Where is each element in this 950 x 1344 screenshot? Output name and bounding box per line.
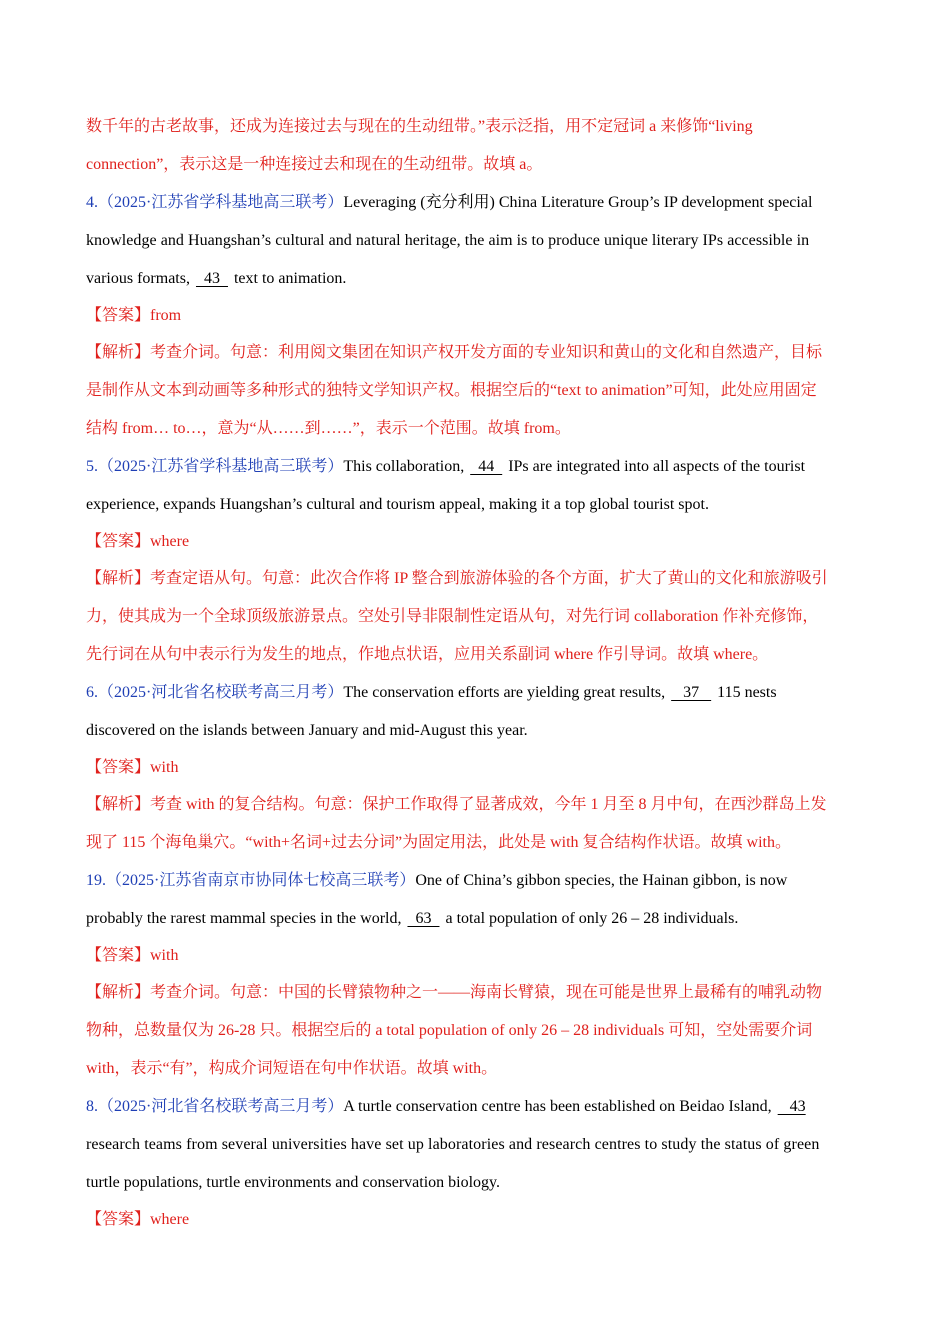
question-6-blank: 37 (671, 684, 712, 701)
question-19-line-2 (86, 900, 864, 938)
question-5-explanation-line-3: 先行词在从句中表示行为发生的地点，作地点状语，应用关系副词 where 作引导词。故填 where。 (86, 646, 769, 663)
question-19-text: One of China’s gibbon species, the Hainan gibbon, is now (415, 872, 788, 889)
question-8-text-before-blank: A turtle conservation centre has been established on Beidao Island, (343, 1098, 776, 1115)
question-4-text: Leveraging (充分利用) China Literature Group’s IP development special (343, 194, 813, 211)
question-4-text-before-blank: various formats, (86, 270, 194, 287)
question-6-answer: 【答案】with (86, 759, 179, 776)
question-4-line-1 (86, 184, 864, 222)
question-19-answer: 【答案】with (86, 947, 179, 964)
question-19-explanation-line-2: 物种，总数量仅为 26-28 只。根据空后的 a total population of only 26 – 28 individuals 可知，空处需要介词 (86, 1022, 813, 1039)
document-page (86, 108, 864, 1238)
question-8-source: 8.（2025·河北省名校联考高三月考） (86, 1098, 344, 1115)
question-19-line-1 (86, 862, 864, 900)
question-5-explanation-line-2: 力，使其成为一个全球顶级旅游景点。空处引导非限制性定语从句，对先行词 collaboration 作补充修饰， (86, 608, 819, 625)
question-4-explanation-line-2: 是制作从文本到动画等多种形式的独特文学知识产权。根据空后的“text to animation”可知，此处应用固定 (86, 382, 817, 399)
question-8-line-1 (86, 1088, 864, 1126)
question-19-text-before-blank: probably the rarest mammal species in the world, (86, 910, 406, 927)
question-4-line-2: knowledge and Huangshan’s cultural and natural heritage, the aim is to produce unique literary IPs accessible in (86, 232, 810, 249)
question-6-text-before-blank: The conservation efforts are yielding great results, (343, 684, 670, 701)
question-5-answer: 【答案】where (86, 533, 190, 550)
question-19-blank: 63 (407, 910, 440, 927)
question-4-text-after-blank: text to animation. (229, 270, 347, 287)
question-6-text-after-blank: 115 nests (713, 684, 777, 701)
question-5-line-2: experience, expands Huangshan’s cultural and tourism appeal, making it a top global tourist spot. (86, 496, 709, 513)
question-6-explanation-line-1: 【解析】考查 with 的复合结构。句意：保护工作取得了显著成效，今年 1 月至 8 月中旬，在西沙群岛上发 (86, 796, 827, 813)
question-4-answer: 【答案】from (86, 307, 182, 324)
question-5-explanation-line-1: 【解析】考查定语从句。句意：此次合作将 IP 整合到旅游体验的各个方面，扩大了黄山的文化和旅游吸引 (86, 570, 828, 587)
question-8-line-3: turtle populations, turtle environments and conservation biology. (86, 1174, 500, 1191)
question-19-text-after-blank: a total population of only 26 – 28 individuals. (441, 910, 739, 927)
question-6-line-2: discovered on the islands between January and mid-August this year. (86, 722, 528, 739)
question-5-text-before-blank: This collaboration, (343, 458, 469, 475)
question-5-line-1 (86, 448, 864, 486)
question-8-answer: 【答案】where (86, 1211, 190, 1228)
question-4-source: 4.（2025·江苏省学科基地高三联考） (86, 194, 344, 211)
question-8-blank: 43 (777, 1098, 806, 1115)
explanation-continuation-line-2: connection”，表示这是一种连接过去和现在的生动纽带。故填 a。 (86, 156, 543, 173)
question-5-source: 5.（2025·江苏省学科基地高三联考） (86, 458, 344, 475)
question-6-line-1 (86, 674, 864, 712)
question-4-line-3 (86, 260, 864, 298)
question-4-explanation-line-3: 结构 from… to…，意为“从……到……”，表示一个范围。故填 from。 (86, 420, 571, 437)
question-5-blank: 44 (470, 458, 503, 475)
explanation-continuation-line-1: 数千年的古老故事，还成为连接过去与现在的生动纽带。”表示泛指，用不定冠词 a 来修饰“living (86, 118, 753, 135)
question-4-blank: 43 (195, 270, 228, 287)
question-19-source: 19.（2025·江苏省南京市协同体七校高三联考） (86, 872, 416, 889)
question-5-text-after-blank: IPs are integrated into all aspects of the tourist (504, 458, 806, 475)
question-19-explanation-line-1: 【解析】考查介词。句意：中国的长臂猿物种之一——海南长臂猿，现在可能是世界上最稀有的哺乳动物 (86, 984, 823, 1001)
question-4-explanation-line-1: 【解析】考查介词。句意：利用阅文集团在知识产权开发方面的专业知识和黄山的文化和自然遗产，目标 (86, 344, 823, 361)
question-6-explanation-line-2: 现了 115 个海龟巢穴。“with+名词+过去分词”为固定用法，此处是 with 复合结构作状语。故填 with。 (86, 834, 791, 851)
question-8-line-2: research teams from several universities have set up laboratories and research centres to study the status of green (86, 1136, 820, 1153)
question-6-source: 6.（2025·河北省名校联考高三月考） (86, 684, 344, 701)
question-19-explanation-line-3: with，表示“有”，构成介词短语在句中作状语。故填 with。 (86, 1060, 498, 1077)
